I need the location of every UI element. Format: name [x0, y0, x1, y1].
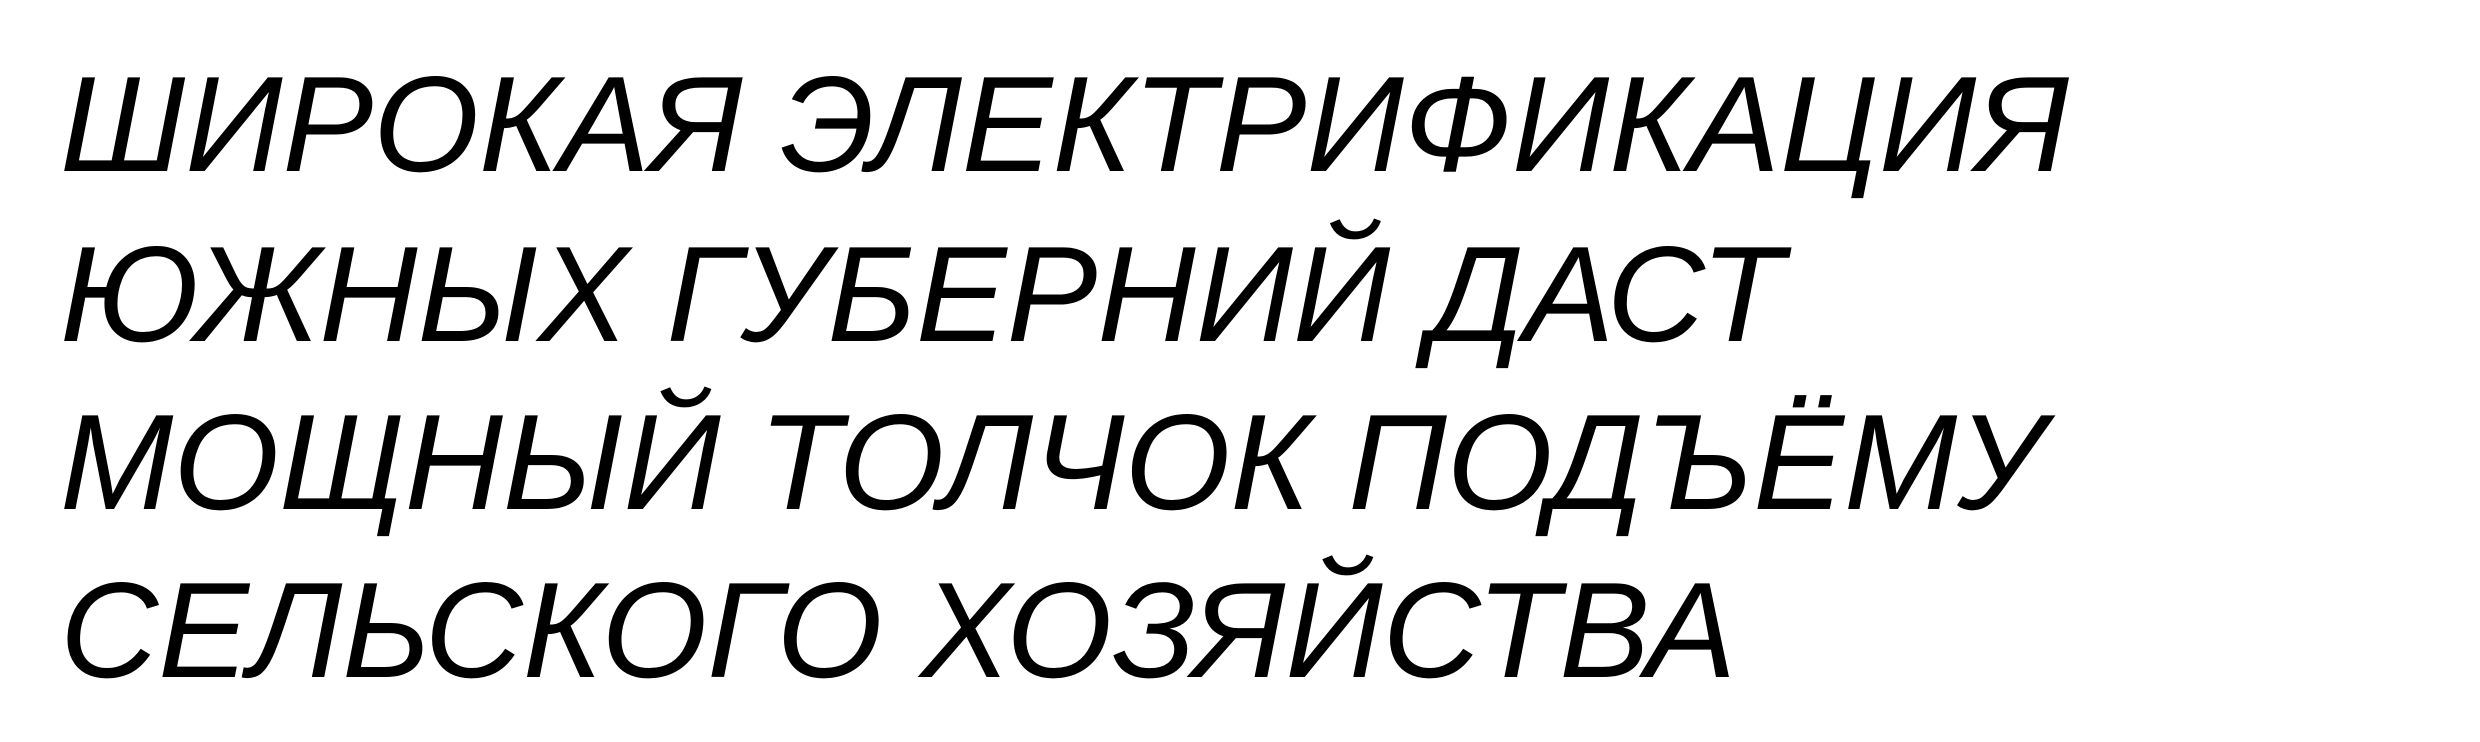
- text-line-2: ЮЖНЫХ ГУБЕРНИЙ ДАСТ: [60, 218, 1784, 370]
- text-line-3: МОЩНЫЙ ТОЛЧОК ПОДЪЁМУ: [60, 386, 2045, 538]
- text-line-4: СЕЛЬСКОГО ХОЗЯЙСТВА: [60, 554, 1737, 706]
- text-line-1: ШИРОКАЯ ЭЛЕКТРИФИКАЦИЯ: [60, 48, 2069, 200]
